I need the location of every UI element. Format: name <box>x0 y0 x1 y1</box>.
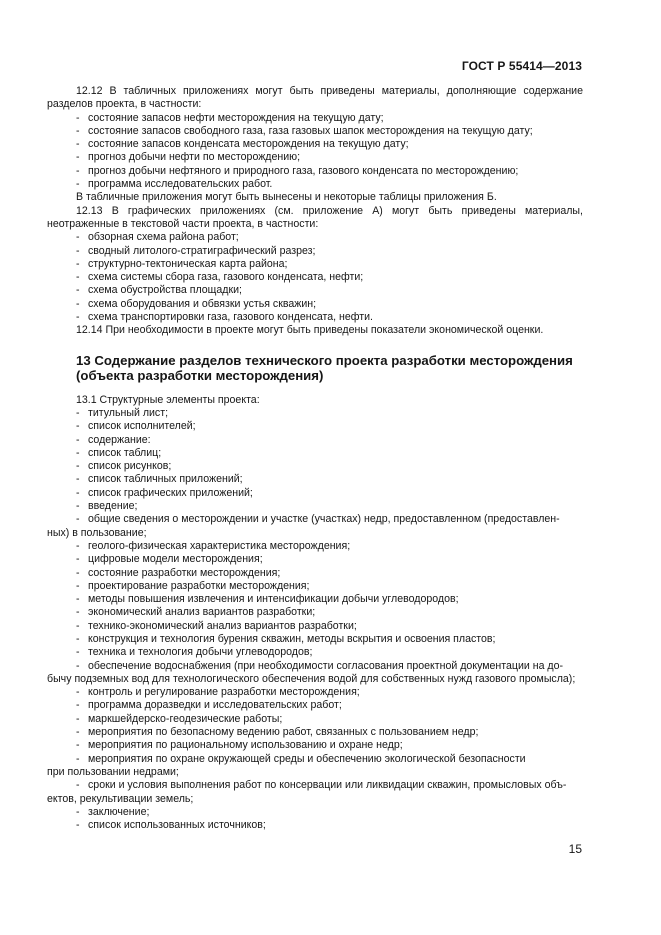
list-item <box>47 151 583 164</box>
list-item <box>47 165 583 178</box>
dash-bullet: - <box>76 178 80 191</box>
list-item <box>47 258 583 271</box>
list-item <box>47 407 583 420</box>
list-item-text: мероприятия по охране окружающей среды и обеспечению экологической безопасности <box>88 752 526 765</box>
dash-bullet: - <box>76 433 80 446</box>
list-item <box>47 580 583 593</box>
list-item <box>47 553 583 566</box>
list-item-text: схема оборудования и обвязки устья скважин; <box>88 297 317 310</box>
list-13-1 <box>47 407 583 833</box>
dash-bullet: - <box>76 311 80 324</box>
list-item-text: прогноз добычи нефти по месторождению; <box>88 151 301 164</box>
list-item-text: обеспечение водоснабжения (при необходимости согласования проектной документации на до- <box>88 659 564 672</box>
dash-bullet: - <box>76 231 80 244</box>
list-12-13 <box>47 231 583 324</box>
dash-bullet: - <box>76 164 80 177</box>
list-item <box>47 271 583 284</box>
list-item-text: состояние запасов нефти месторождения на текущую дату; <box>88 111 384 124</box>
list-item <box>47 633 583 646</box>
list-item <box>47 806 583 819</box>
list-item <box>47 500 583 513</box>
list-item-text: цифровые модели месторождения; <box>88 553 263 566</box>
dash-bullet: - <box>76 124 80 137</box>
dash-bullet: - <box>76 712 80 725</box>
list-item <box>47 125 583 138</box>
dash-bullet: - <box>76 284 80 297</box>
list-item <box>47 311 583 324</box>
list-item <box>47 567 583 580</box>
list-item-text: геолого-физическая характеристика месторождения; <box>88 539 351 552</box>
list-item <box>47 686 583 699</box>
list-item <box>47 699 583 712</box>
list-item <box>47 112 583 125</box>
list-item-text: список таблиц; <box>88 446 162 459</box>
list-item-text: прогноз добычи нефтяного и природного газа, газового конденсата по месторождению; <box>88 164 519 177</box>
section-13-title-line2: (объекта разработки месторождения) <box>76 368 324 384</box>
list-item-text: общие сведения о месторождении и участке (участках) недр, предоставленном (предоставлен- <box>88 513 560 526</box>
dash-bullet: - <box>76 446 80 459</box>
list-item <box>47 138 583 151</box>
dash-bullet: - <box>76 553 80 566</box>
list-item <box>47 739 583 752</box>
dash-bullet: - <box>76 632 80 645</box>
list-item-continuation: при пользовании недрами; <box>47 765 179 778</box>
dash-bullet: - <box>76 473 80 486</box>
list-item <box>47 487 583 500</box>
dash-bullet: - <box>76 244 80 257</box>
list-item-text: схема транспортировки газа, газового конденсата, нефти. <box>88 311 373 324</box>
dash-bullet: - <box>76 151 80 164</box>
dash-bullet: - <box>76 819 80 832</box>
dash-bullet: - <box>76 686 80 699</box>
list-item-text: программа доразведки и исследовательских работ; <box>88 699 342 712</box>
list-item <box>47 434 583 447</box>
list-item-text: состояние разработки месторождения; <box>88 566 281 579</box>
paragraph-12-14: 12.14 При необходимости в проекте могут быть приведены показатели экономической оценки. <box>76 324 544 337</box>
dash-bullet: - <box>76 406 80 419</box>
list-item-text: титульный лист; <box>88 406 169 419</box>
dash-bullet: - <box>76 539 80 552</box>
list-item <box>47 473 583 486</box>
dash-bullet: - <box>76 257 80 270</box>
dash-bullet: - <box>76 619 80 632</box>
list-item-text: схема системы сбора газа, газового конденсата, нефти; <box>88 271 364 284</box>
list-item-text: конструкция и технология бурения скважин, методы вскрытия и освоения пластов; <box>88 632 496 645</box>
list-item <box>47 298 583 311</box>
list-item-text: список использованных источников; <box>88 819 266 832</box>
list-item-text: мероприятия по рациональному использованию и охране недр; <box>88 739 403 752</box>
paragraph-13-1: 13.1 Структурные элементы проекта: <box>76 393 260 406</box>
list-item-text: технико-экономический анализ вариантов разработки; <box>88 619 357 632</box>
list-item-text: структурно-тектоническая карта района; <box>88 257 288 270</box>
page-number: 15 <box>568 842 582 856</box>
list-item-text: методы повышения извлечения и интенсификации добычи углеводородов; <box>88 593 459 606</box>
list-item <box>47 593 583 606</box>
list-item-text: введение; <box>88 500 138 513</box>
list-item-text: техника и технология добычи углеводородов; <box>88 646 313 659</box>
list-item-text: сводный литолого-стратиграфический разрез; <box>88 244 316 257</box>
list-item <box>47 245 583 258</box>
dash-bullet: - <box>76 579 80 592</box>
dash-bullet: - <box>76 752 80 765</box>
dash-bullet: - <box>76 699 80 712</box>
dash-bullet: - <box>76 271 80 284</box>
paragraph-tables-note: В табличные приложения могут быть вынесены и некоторые таблицы приложения Б. <box>76 191 497 204</box>
list-item <box>47 460 583 473</box>
list-item-text: мероприятия по безопасному ведению работ, связанных с пользованием недр; <box>88 726 479 739</box>
list-item-text: заключение; <box>88 805 150 818</box>
dash-bullet: - <box>76 111 80 124</box>
list-item-continuation: ных) в пользование; <box>47 526 147 539</box>
dash-bullet: - <box>76 486 80 499</box>
list-item <box>47 779 583 792</box>
list-item-text: маркшейдерско-геодезические работы; <box>88 712 283 725</box>
list-item <box>47 540 583 553</box>
list-item <box>47 646 583 659</box>
standard-code: ГОСТ Р 55414—2013 <box>461 59 582 73</box>
list-item <box>47 660 583 673</box>
list-item-text: обзорная схема района работ; <box>88 231 239 244</box>
paragraph-12-12: 12.12 В табличных приложениях могут быть приведены материалы, дополняющие содержание разделов проекта, в частности: <box>47 85 583 111</box>
dash-bullet: - <box>76 138 80 151</box>
list-item-text: состояние запасов конденсата месторождения на текущую дату; <box>88 138 409 151</box>
dash-bullet: - <box>76 593 80 606</box>
dash-bullet: - <box>76 420 80 433</box>
section-13-title-line1: 13 Содержание разделов технического проекта разработки месторождения <box>76 352 573 368</box>
list-item-text: список графических приложений; <box>88 486 253 499</box>
list-item-text: проектирование разработки месторождения; <box>88 579 310 592</box>
list-item <box>47 819 583 832</box>
list-item <box>47 713 583 726</box>
list-item <box>47 420 583 433</box>
list-item <box>47 513 583 526</box>
list-item-text: сроки и условия выполнения работ по консервации или ликвидации скважин, промысловых объ- <box>88 779 567 792</box>
list-item <box>47 178 583 191</box>
list-item-text: контроль и регулирование разработки месторождения; <box>88 686 360 699</box>
page-content <box>47 85 583 832</box>
dash-bullet: - <box>76 779 80 792</box>
dash-bullet: - <box>76 566 80 579</box>
list-item-text: схема обустройства площадки; <box>88 284 242 297</box>
paragraph-12-13: 12.13 В графических приложениях (см. приложение А) могут быть приведены материалы, неотраженные в текстовой части проекта, в частности: <box>47 204 583 230</box>
dash-bullet: - <box>76 513 80 526</box>
list-item-text: экономический анализ вариантов разработки; <box>88 606 316 619</box>
dash-bullet: - <box>76 726 80 739</box>
dash-bullet: - <box>76 606 80 619</box>
list-item <box>47 620 583 633</box>
list-item-text: программа исследовательских работ. <box>88 178 273 191</box>
list-item <box>47 447 583 460</box>
list-item-text: список исполнителей; <box>88 420 196 433</box>
list-item-text: список рисунков; <box>88 460 172 473</box>
list-item <box>47 231 583 244</box>
list-item <box>47 753 583 766</box>
dash-bullet: - <box>76 805 80 818</box>
dash-bullet: - <box>76 646 80 659</box>
list-item <box>47 606 583 619</box>
list-item-text: список табличных приложений; <box>88 473 243 486</box>
dash-bullet: - <box>76 297 80 310</box>
list-item-text: содержание: <box>88 433 151 446</box>
dash-bullet: - <box>76 500 80 513</box>
list-item <box>47 284 583 297</box>
list-12-12 <box>47 112 583 192</box>
list-item-continuation: бычу подземных вод для технологического обеспечения водой для собственных нужд газового промысла); <box>47 672 576 685</box>
dash-bullet: - <box>76 659 80 672</box>
dash-bullet: - <box>76 460 80 473</box>
dash-bullet: - <box>76 739 80 752</box>
section-13-heading <box>47 353 583 384</box>
list-item-text: состояние запасов свободного газа, газа газовых шапок месторождения на текущую дату; <box>88 124 533 137</box>
list-item-continuation: ектов, рекультивации земель; <box>47 792 194 805</box>
list-item <box>47 726 583 739</box>
